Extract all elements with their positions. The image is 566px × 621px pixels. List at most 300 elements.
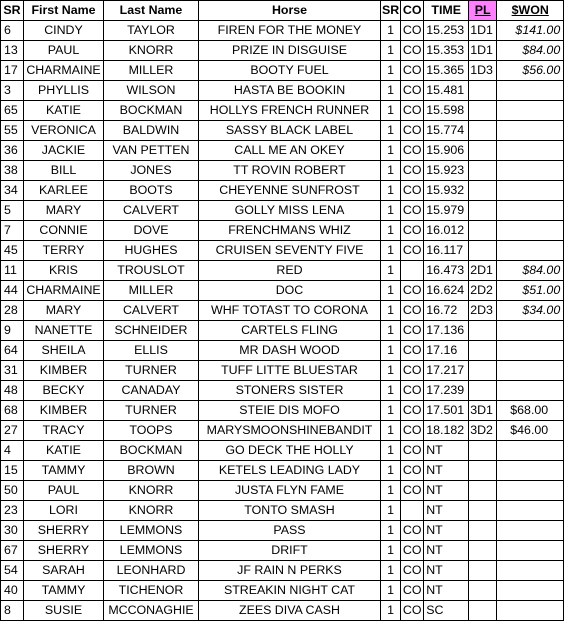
cell-horse: PRIZE IN DISGUISE xyxy=(199,41,381,61)
cell-sr-count: 1 xyxy=(381,521,401,541)
table-row xyxy=(1,541,564,561)
table-row xyxy=(1,601,564,621)
cell-pl xyxy=(469,541,497,561)
cell-sr-count: 1 xyxy=(381,181,401,201)
cell-sr: 45 xyxy=(1,241,24,261)
cell-horse: STEIE DIS MOFO xyxy=(199,401,381,421)
cell-pl xyxy=(469,321,497,341)
cell-horse: JF RAIN N PERKS xyxy=(199,561,381,581)
cell-horse: DRIFT xyxy=(199,541,381,561)
cell-sr: 40 xyxy=(1,581,24,601)
cell-won xyxy=(497,481,564,501)
cell-sr: 28 xyxy=(1,301,24,321)
cell-pl xyxy=(469,341,497,361)
table-row xyxy=(1,441,564,461)
cell-pl xyxy=(469,361,497,381)
cell-sr-count: 1 xyxy=(381,101,401,121)
cell-co: CO xyxy=(401,101,424,121)
cell-first-name: PAUL xyxy=(24,481,104,501)
cell-co: CO xyxy=(401,61,424,81)
cell-sr-count: 1 xyxy=(381,221,401,241)
table-row xyxy=(1,181,564,201)
cell-sr: 23 xyxy=(1,501,24,521)
cell-won xyxy=(497,541,564,561)
cell-horse: GO DECK THE HOLLY xyxy=(199,441,381,461)
cell-horse: GOLLY MISS LENA xyxy=(199,201,381,221)
cell-sr: 38 xyxy=(1,161,24,181)
cell-co: CO xyxy=(401,361,424,381)
cell-pl xyxy=(469,181,497,201)
cell-co: CO xyxy=(401,521,424,541)
cell-horse: TT ROVIN ROBERT xyxy=(199,161,381,181)
cell-sr-count: 1 xyxy=(381,421,401,441)
cell-time: 17.136 xyxy=(424,321,469,341)
cell-pl: 1D1 xyxy=(469,41,497,61)
cell-first-name: KATIE xyxy=(24,101,104,121)
cell-time: 17.217 xyxy=(424,361,469,381)
cell-co: CO xyxy=(401,561,424,581)
cell-co: CO xyxy=(401,201,424,221)
cell-horse: TONTO SMASH xyxy=(199,501,381,521)
cell-horse: DOC xyxy=(199,281,381,301)
cell-time: NT xyxy=(424,581,469,601)
cell-last-name: LEONHARD xyxy=(104,561,199,581)
cell-sr-count: 1 xyxy=(381,241,401,261)
cell-sr: 55 xyxy=(1,121,24,141)
cell-sr: 54 xyxy=(1,561,24,581)
cell-won xyxy=(497,601,564,621)
cell-co: CO xyxy=(401,581,424,601)
cell-co: CO xyxy=(401,301,424,321)
header-horse: Horse xyxy=(199,1,381,21)
cell-co: CO xyxy=(401,441,424,461)
cell-sr: 4 xyxy=(1,441,24,461)
cell-won xyxy=(497,521,564,541)
cell-sr: 68 xyxy=(1,401,24,421)
cell-last-name: WILSON xyxy=(104,81,199,101)
cell-time: 17.16 xyxy=(424,341,469,361)
cell-horse: TUFF LITTE BLUESTAR xyxy=(199,361,381,381)
cell-last-name: MILLER xyxy=(104,281,199,301)
cell-co: CO xyxy=(401,141,424,161)
cell-time: 15.481 xyxy=(424,81,469,101)
cell-horse: WHF TOTAST TO CORONA xyxy=(199,301,381,321)
cell-won xyxy=(497,201,564,221)
cell-co: CO xyxy=(401,121,424,141)
cell-first-name: PAUL xyxy=(24,41,104,61)
cell-sr: 11 xyxy=(1,261,24,281)
cell-first-name: CHARMAINE xyxy=(24,281,104,301)
cell-co: CO xyxy=(401,221,424,241)
cell-first-name: TRACY xyxy=(24,421,104,441)
cell-first-name: SUSIE xyxy=(24,601,104,621)
cell-sr: 36 xyxy=(1,141,24,161)
cell-last-name: BOCKMAN xyxy=(104,441,199,461)
cell-sr-count: 1 xyxy=(381,21,401,41)
cell-time: NT xyxy=(424,441,469,461)
cell-won: $141.00 xyxy=(497,21,564,41)
cell-pl xyxy=(469,161,497,181)
cell-time: 16.72 xyxy=(424,301,469,321)
cell-pl xyxy=(469,461,497,481)
cell-sr-count: 1 xyxy=(381,281,401,301)
cell-horse: RED xyxy=(199,261,381,281)
cell-sr-count: 1 xyxy=(381,601,401,621)
cell-time: 16.012 xyxy=(424,221,469,241)
cell-sr-count: 1 xyxy=(381,381,401,401)
table-row xyxy=(1,461,564,481)
cell-time: 18.182 xyxy=(424,421,469,441)
cell-won: $56.00 xyxy=(497,61,564,81)
cell-first-name: BILL xyxy=(24,161,104,181)
cell-sr-count: 1 xyxy=(381,201,401,221)
cell-co: CO xyxy=(401,321,424,341)
cell-last-name: JONES xyxy=(104,161,199,181)
cell-first-name: TAMMY xyxy=(24,461,104,481)
cell-horse: ZEES DIVA CASH xyxy=(199,601,381,621)
cell-won xyxy=(497,341,564,361)
table-row xyxy=(1,81,564,101)
cell-sr-count: 1 xyxy=(381,321,401,341)
cell-pl: 3D2 xyxy=(469,421,497,441)
cell-sr: 44 xyxy=(1,281,24,301)
cell-last-name: LEMMONS xyxy=(104,521,199,541)
cell-time: 15.932 xyxy=(424,181,469,201)
cell-time: 17.501 xyxy=(424,401,469,421)
cell-sr-count: 1 xyxy=(381,141,401,161)
cell-sr-count: 1 xyxy=(381,121,401,141)
cell-horse: CALL ME AN OKEY xyxy=(199,141,381,161)
cell-won xyxy=(497,561,564,581)
cell-sr-count: 1 xyxy=(381,61,401,81)
cell-first-name: VERONICA xyxy=(24,121,104,141)
cell-co: CO xyxy=(401,241,424,261)
table-row xyxy=(1,481,564,501)
cell-pl: 2D1 xyxy=(469,261,497,281)
cell-time: 15.923 xyxy=(424,161,469,181)
cell-pl xyxy=(469,481,497,501)
cell-horse: CRUISEN SEVENTY FIVE xyxy=(199,241,381,261)
cell-time: NT xyxy=(424,461,469,481)
cell-sr: 15 xyxy=(1,461,24,481)
cell-last-name: BALDWIN xyxy=(104,121,199,141)
cell-first-name: JACKIE xyxy=(24,141,104,161)
cell-time: NT xyxy=(424,501,469,521)
cell-first-name: MARY xyxy=(24,301,104,321)
cell-won xyxy=(497,161,564,181)
cell-horse: MR DASH WOOD xyxy=(199,341,381,361)
cell-first-name: KARLEE xyxy=(24,181,104,201)
cell-last-name: DOVE xyxy=(104,221,199,241)
cell-sr-count: 1 xyxy=(381,261,401,281)
cell-won xyxy=(497,81,564,101)
cell-won xyxy=(497,581,564,601)
cell-sr-count: 1 xyxy=(381,561,401,581)
cell-last-name: VAN PETTEN xyxy=(104,141,199,161)
cell-co: CO xyxy=(401,81,424,101)
cell-won xyxy=(497,441,564,461)
cell-won: $68.00 xyxy=(497,401,564,421)
cell-won xyxy=(497,321,564,341)
cell-won xyxy=(497,141,564,161)
table-row xyxy=(1,241,564,261)
header-row xyxy=(1,1,564,21)
cell-time: 15.365 xyxy=(424,61,469,81)
cell-horse: CHEYENNE SUNFROST xyxy=(199,181,381,201)
cell-sr-count: 1 xyxy=(381,441,401,461)
cell-time: 15.774 xyxy=(424,121,469,141)
cell-pl xyxy=(469,241,497,261)
cell-sr: 67 xyxy=(1,541,24,561)
cell-sr: 50 xyxy=(1,481,24,501)
cell-pl xyxy=(469,201,497,221)
cell-time: 16.624 xyxy=(424,281,469,301)
cell-pl xyxy=(469,521,497,541)
cell-sr: 48 xyxy=(1,381,24,401)
table-row xyxy=(1,381,564,401)
cell-time: 15.979 xyxy=(424,201,469,221)
cell-first-name: KIMBER xyxy=(24,361,104,381)
cell-last-name: BROWN xyxy=(104,461,199,481)
cell-sr: 64 xyxy=(1,341,24,361)
cell-first-name: SHEILA xyxy=(24,341,104,361)
cell-sr: 65 xyxy=(1,101,24,121)
cell-won: $34.00 xyxy=(497,301,564,321)
cell-time: SC xyxy=(424,601,469,621)
cell-time: 15.353 xyxy=(424,41,469,61)
table-row xyxy=(1,121,564,141)
cell-pl: 1D3 xyxy=(469,61,497,81)
cell-first-name: TERRY xyxy=(24,241,104,261)
cell-sr-count: 1 xyxy=(381,341,401,361)
cell-won xyxy=(497,121,564,141)
cell-first-name: KATIE xyxy=(24,441,104,461)
cell-won xyxy=(497,461,564,481)
header-won: $WON xyxy=(497,1,564,21)
cell-co: CO xyxy=(401,281,424,301)
cell-pl xyxy=(469,601,497,621)
cell-sr-count: 1 xyxy=(381,461,401,481)
cell-last-name: CALVERT xyxy=(104,201,199,221)
cell-time: 16.117 xyxy=(424,241,469,261)
cell-sr-count: 1 xyxy=(381,481,401,501)
cell-pl: 2D2 xyxy=(469,281,497,301)
cell-last-name: MCCONAGHIE xyxy=(104,601,199,621)
cell-horse: STONERS SISTER xyxy=(199,381,381,401)
cell-first-name: KRIS xyxy=(24,261,104,281)
cell-first-name: KIMBER xyxy=(24,401,104,421)
cell-co: CO xyxy=(401,181,424,201)
cell-sr: 8 xyxy=(1,601,24,621)
cell-won xyxy=(497,361,564,381)
cell-pl: 2D3 xyxy=(469,301,497,321)
cell-first-name: SHERRY xyxy=(24,541,104,561)
cell-won xyxy=(497,181,564,201)
cell-pl xyxy=(469,101,497,121)
cell-time: 15.253 xyxy=(424,21,469,41)
cell-co xyxy=(401,501,424,521)
cell-horse: HASTA BE BOOKIN xyxy=(199,81,381,101)
table-row xyxy=(1,221,564,241)
cell-sr: 34 xyxy=(1,181,24,201)
header-sr: SR xyxy=(1,1,24,21)
cell-first-name: NANETTE xyxy=(24,321,104,341)
cell-horse: HOLLYS FRENCH RUNNER xyxy=(199,101,381,121)
cell-last-name: TURNER xyxy=(104,401,199,421)
cell-pl xyxy=(469,441,497,461)
cell-time: NT xyxy=(424,521,469,541)
cell-last-name: BOCKMAN xyxy=(104,101,199,121)
cell-time: 16.473 xyxy=(424,261,469,281)
cell-won xyxy=(497,381,564,401)
cell-first-name: SARAH xyxy=(24,561,104,581)
table-row xyxy=(1,501,564,521)
cell-last-name: CALVERT xyxy=(104,301,199,321)
table-row xyxy=(1,561,564,581)
cell-time: 15.598 xyxy=(424,101,469,121)
cell-won xyxy=(497,241,564,261)
table-row xyxy=(1,161,564,181)
table-row xyxy=(1,61,564,81)
cell-first-name: BECKY xyxy=(24,381,104,401)
cell-horse: BOOTY FUEL xyxy=(199,61,381,81)
cell-won: $46.00 xyxy=(497,421,564,441)
table-row xyxy=(1,341,564,361)
cell-sr: 30 xyxy=(1,521,24,541)
cell-sr-count: 1 xyxy=(381,301,401,321)
cell-sr-count: 1 xyxy=(381,81,401,101)
cell-pl xyxy=(469,221,497,241)
cell-last-name: HUGHES xyxy=(104,241,199,261)
cell-sr-count: 1 xyxy=(381,401,401,421)
cell-horse: FIREN FOR THE MONEY xyxy=(199,21,381,41)
table-row xyxy=(1,521,564,541)
cell-co: CO xyxy=(401,601,424,621)
cell-last-name: BOOTS xyxy=(104,181,199,201)
cell-time: 17.239 xyxy=(424,381,469,401)
cell-horse: JUSTA FLYN FAME xyxy=(199,481,381,501)
cell-first-name: TAMMY xyxy=(24,581,104,601)
cell-co: CO xyxy=(401,381,424,401)
cell-won: $84.00 xyxy=(497,261,564,281)
cell-co: CO xyxy=(401,421,424,441)
cell-horse: SASSY BLACK LABEL xyxy=(199,121,381,141)
cell-last-name: KNORR xyxy=(104,41,199,61)
cell-sr: 6 xyxy=(1,21,24,41)
cell-last-name: TICHENOR xyxy=(104,581,199,601)
table-row xyxy=(1,301,564,321)
cell-sr: 7 xyxy=(1,221,24,241)
cell-won: $84.00 xyxy=(497,41,564,61)
cell-won xyxy=(497,501,564,521)
header-pl: PL xyxy=(469,1,497,21)
cell-pl: 3D1 xyxy=(469,401,497,421)
cell-last-name: MILLER xyxy=(104,61,199,81)
cell-horse: STREAKIN NIGHT CAT xyxy=(199,581,381,601)
cell-first-name: PHYLLIS xyxy=(24,81,104,101)
table-row xyxy=(1,421,564,441)
cell-last-name: TROUSLOT xyxy=(104,261,199,281)
table-row xyxy=(1,41,564,61)
cell-sr-count: 1 xyxy=(381,501,401,521)
header-co: CO xyxy=(401,1,424,21)
cell-pl xyxy=(469,121,497,141)
table-row xyxy=(1,201,564,221)
cell-co: CO xyxy=(401,21,424,41)
table-row xyxy=(1,21,564,41)
cell-first-name: MARY xyxy=(24,201,104,221)
cell-sr-count: 1 xyxy=(381,361,401,381)
cell-co: CO xyxy=(401,461,424,481)
cell-horse: KETELS LEADING LADY xyxy=(199,461,381,481)
cell-pl xyxy=(469,81,497,101)
cell-sr: 9 xyxy=(1,321,24,341)
table-row xyxy=(1,361,564,381)
cell-co: CO xyxy=(401,341,424,361)
cell-last-name: SCHNEIDER xyxy=(104,321,199,341)
table-row xyxy=(1,581,564,601)
header-last-name: Last Name xyxy=(104,1,199,21)
cell-co: CO xyxy=(401,161,424,181)
cell-last-name: KNORR xyxy=(104,481,199,501)
cell-first-name: CONNIE xyxy=(24,221,104,241)
cell-time: 15.906 xyxy=(424,141,469,161)
table-row xyxy=(1,321,564,341)
cell-co: CO xyxy=(401,541,424,561)
cell-won xyxy=(497,101,564,121)
cell-pl xyxy=(469,141,497,161)
cell-first-name: LORI xyxy=(24,501,104,521)
cell-time: NT xyxy=(424,561,469,581)
cell-won xyxy=(497,221,564,241)
cell-last-name: TOOPS xyxy=(104,421,199,441)
header-time: TIME xyxy=(424,1,469,21)
cell-last-name: KNORR xyxy=(104,501,199,521)
cell-horse: FRENCHMANS WHIZ xyxy=(199,221,381,241)
cell-co: CO xyxy=(401,401,424,421)
cell-won: $51.00 xyxy=(497,281,564,301)
cell-pl xyxy=(469,581,497,601)
cell-time: NT xyxy=(424,541,469,561)
cell-co: CO xyxy=(401,481,424,501)
cell-sr-count: 1 xyxy=(381,161,401,181)
cell-time: NT xyxy=(424,481,469,501)
cell-first-name: CHARMAINE xyxy=(24,61,104,81)
cell-sr: 5 xyxy=(1,201,24,221)
cell-co: CO xyxy=(401,41,424,61)
cell-sr-count: 1 xyxy=(381,541,401,561)
cell-last-name: LEMMONS xyxy=(104,541,199,561)
table-row xyxy=(1,281,564,301)
cell-pl xyxy=(469,561,497,581)
cell-last-name: TURNER xyxy=(104,361,199,381)
cell-sr: 31 xyxy=(1,361,24,381)
cell-first-name: SHERRY xyxy=(24,521,104,541)
cell-horse: PASS xyxy=(199,521,381,541)
cell-first-name: CINDY xyxy=(24,21,104,41)
cell-last-name: CANADAY xyxy=(104,381,199,401)
table-row xyxy=(1,101,564,121)
cell-horse: CARTELS FLING xyxy=(199,321,381,341)
results-body xyxy=(1,21,564,621)
header-sr-count: SR xyxy=(381,1,401,21)
cell-last-name: ELLIS xyxy=(104,341,199,361)
cell-sr: 17 xyxy=(1,61,24,81)
table-row xyxy=(1,261,564,281)
header-first-name: First Name xyxy=(24,1,104,21)
cell-horse: MARYSMOONSHINEBANDIT xyxy=(199,421,381,441)
cell-sr: 3 xyxy=(1,81,24,101)
